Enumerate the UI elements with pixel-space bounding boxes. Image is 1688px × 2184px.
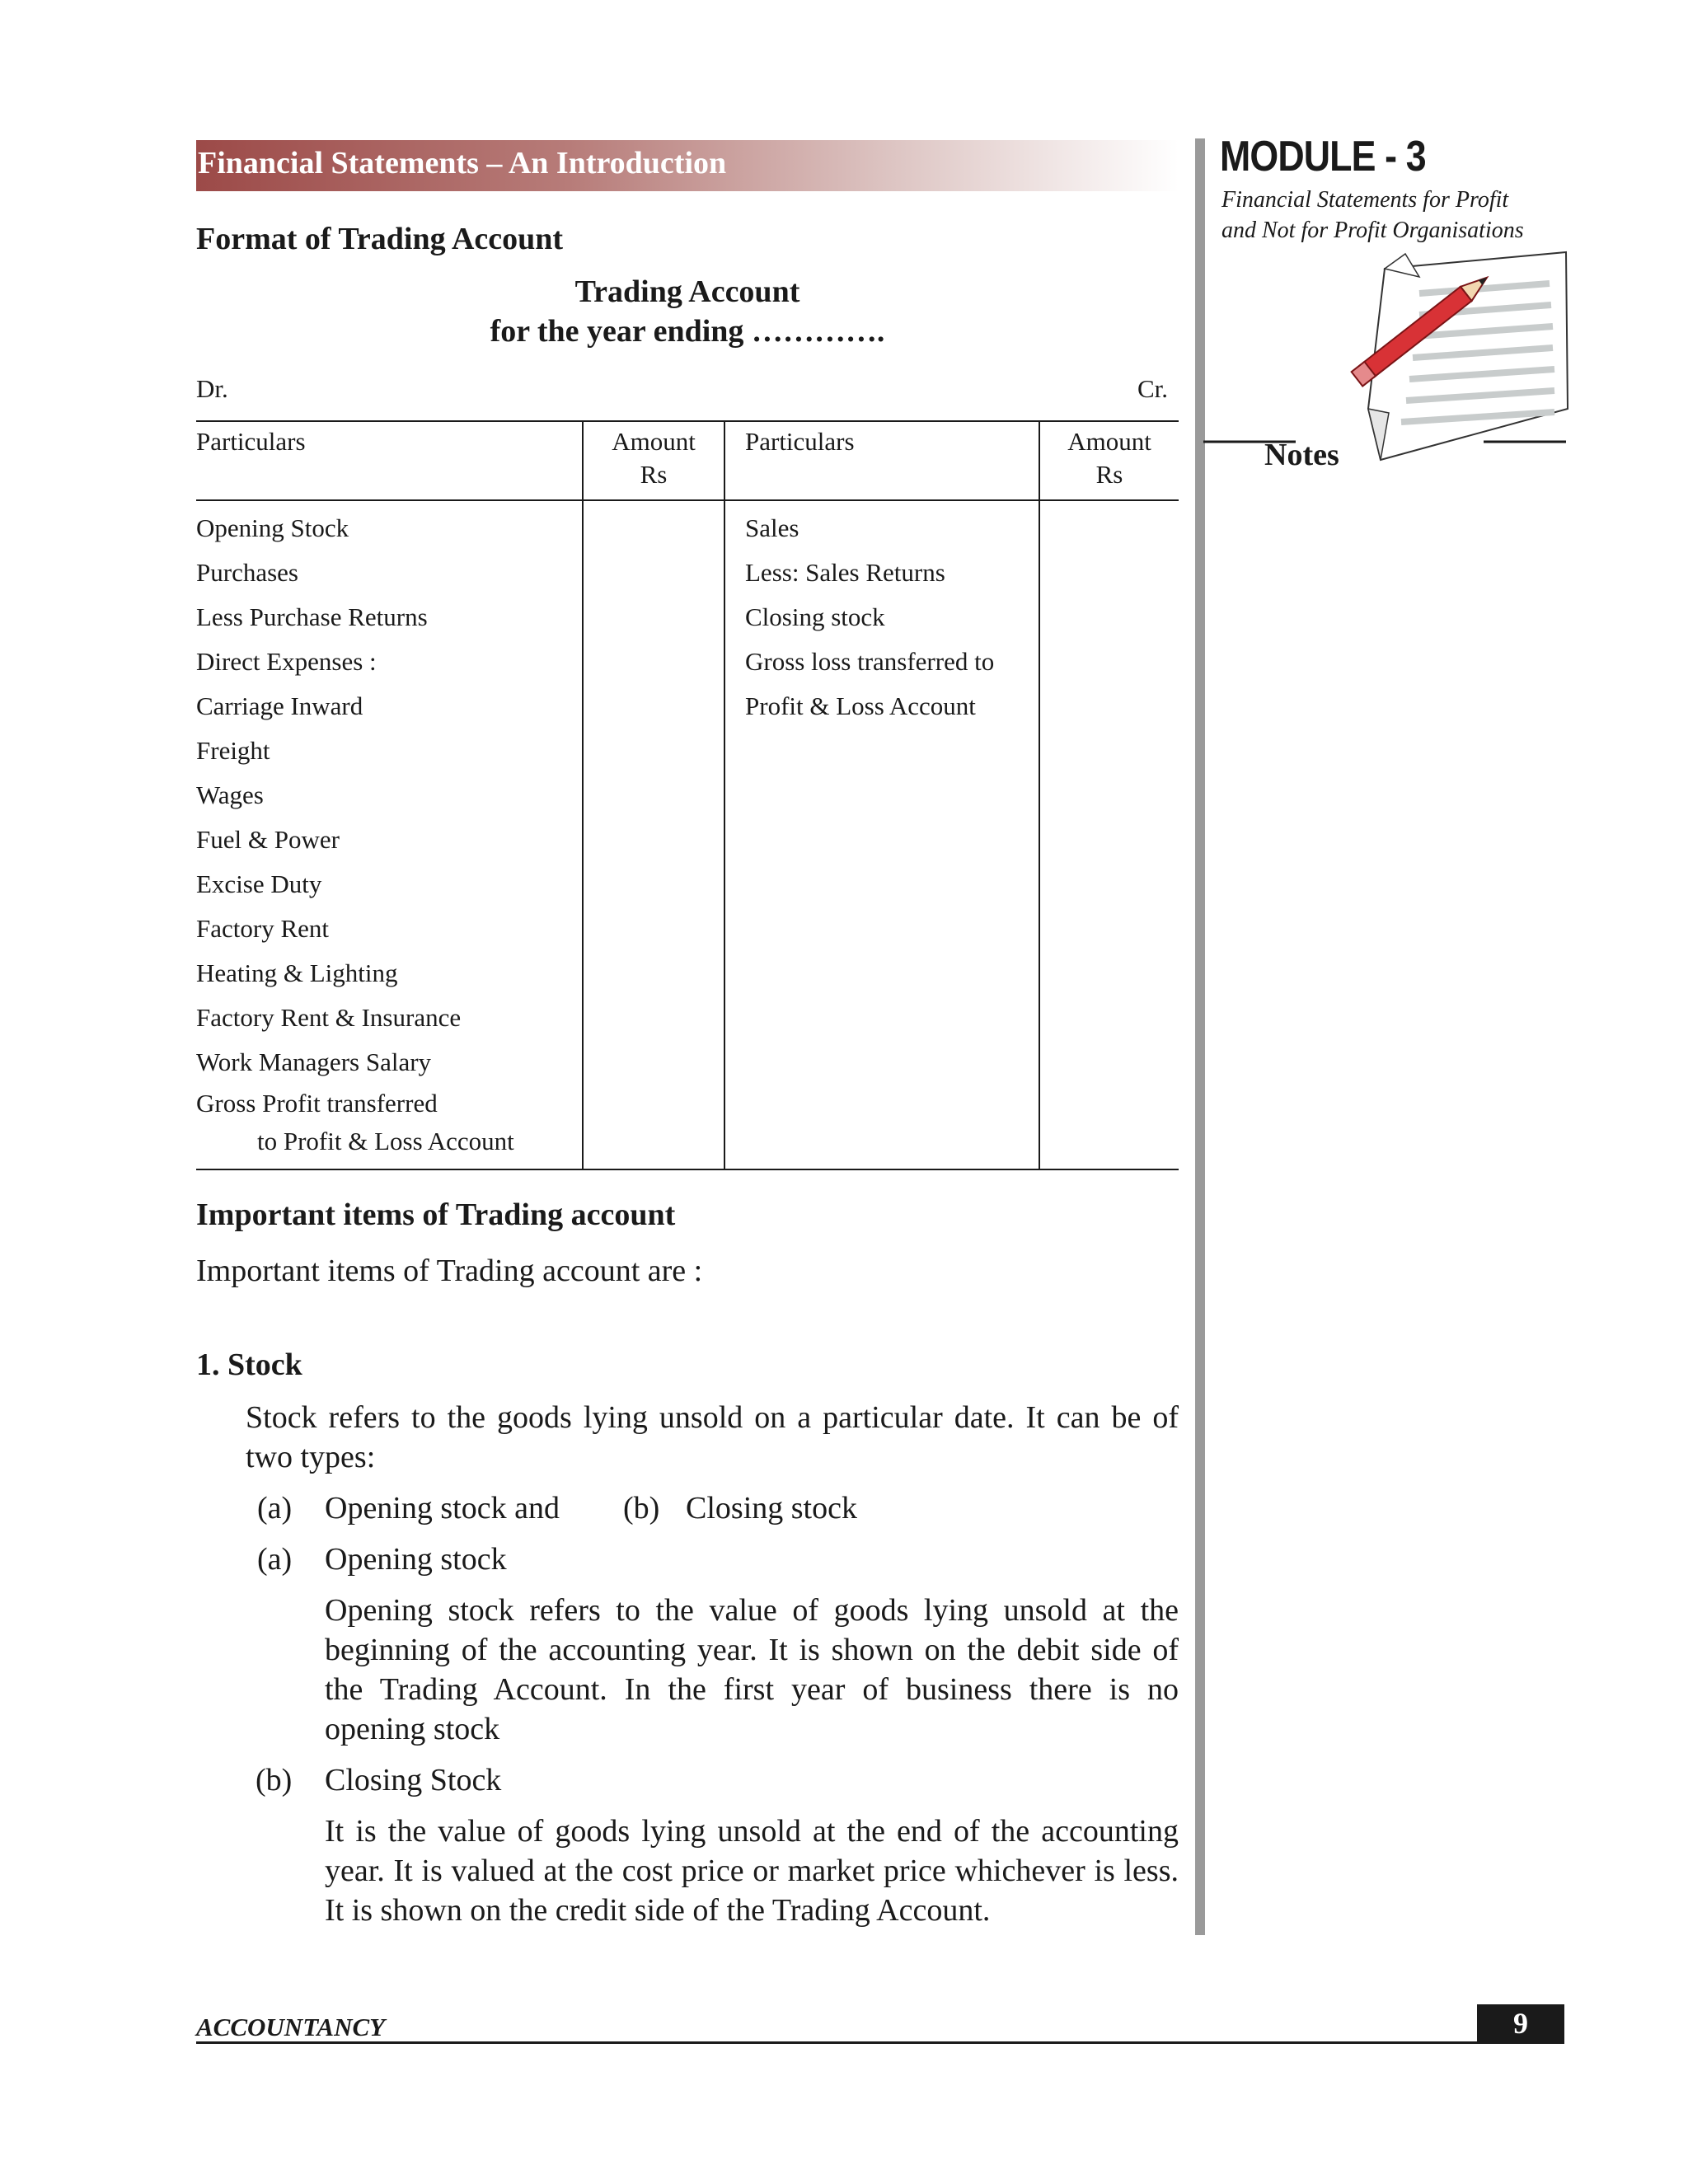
header-particulars-debit: Particulars bbox=[196, 427, 306, 456]
account-subtitle: for the year ending …………. bbox=[490, 314, 885, 349]
list-marker: (a) bbox=[257, 1491, 293, 1526]
debit-item: Factory Rent & Insurance bbox=[196, 1003, 462, 1032]
header-amount-credit bbox=[1040, 425, 1179, 491]
stock-definition: Stock refers to the goods lying unsold on a particular date. It can be of two types: bbox=[246, 1400, 1179, 1474]
debit-item: Carriage Inward bbox=[196, 691, 363, 720]
list-marker: (b) bbox=[256, 1763, 293, 1797]
stock-heading: 1. Stock bbox=[196, 1347, 302, 1382]
opening-stock-title: Opening stock bbox=[325, 1542, 507, 1577]
important-items-intro: Important items of Trading account are : bbox=[196, 1254, 703, 1288]
debit-item: Direct Expenses : bbox=[196, 647, 377, 676]
table-top-rule bbox=[196, 420, 1179, 422]
notepad-with-pencil-icon bbox=[1203, 244, 1582, 475]
section-header-band bbox=[196, 140, 1179, 191]
module-subtitle-line: and Not for Profit Organisations bbox=[1221, 218, 1524, 243]
important-items-heading: Important items of Trading account bbox=[196, 1197, 676, 1232]
table-header-rule bbox=[196, 499, 1179, 501]
module-subtitle-line: Financial Statements for Profit bbox=[1221, 187, 1509, 213]
list-marker: (b) bbox=[623, 1491, 660, 1526]
format-heading: Format of Trading Account bbox=[196, 222, 564, 256]
header-amount-label: Amount bbox=[1067, 427, 1151, 456]
debit-item-continuation: to Profit & Loss Account bbox=[257, 1127, 514, 1155]
debit-item: Opening Stock bbox=[196, 513, 349, 542]
credit-item: Gross loss transferred to bbox=[745, 647, 995, 676]
footer-rule bbox=[196, 2041, 1564, 2044]
credit-label: Cr. bbox=[1137, 374, 1169, 403]
header-currency-label: Rs bbox=[1095, 460, 1123, 489]
credit-item: Closing stock bbox=[745, 602, 885, 631]
stock-type-opening: Opening stock and bbox=[325, 1491, 560, 1526]
column-divider bbox=[724, 420, 725, 1170]
debit-item: Gross Profit transferred bbox=[196, 1089, 438, 1118]
page-number-box bbox=[1477, 2004, 1564, 2044]
header-currency-label: Rs bbox=[640, 460, 668, 489]
credit-item: Profit & Loss Account bbox=[745, 691, 976, 720]
page-number: 9 bbox=[1513, 2007, 1528, 2040]
header-amount-label: Amount bbox=[612, 427, 696, 456]
footer-subject: ACCOUNTANCY bbox=[196, 2013, 386, 2041]
stock-type-closing: Closing stock bbox=[686, 1491, 857, 1526]
closing-stock-title: Closing Stock bbox=[325, 1763, 502, 1797]
account-title: Trading Account bbox=[574, 274, 800, 309]
credit-item: Less: Sales Returns bbox=[745, 558, 945, 587]
table-bottom-rule bbox=[196, 1169, 1179, 1170]
opening-stock-text: Opening stock refers to the value of goods lying unsold at the beginning of the accounting year. It is shown on the debit side of the Trading Account. In the first year of business there is no opening stock bbox=[325, 1593, 1179, 1746]
list-marker: (a) bbox=[257, 1542, 293, 1577]
debit-item: Excise Duty bbox=[196, 869, 322, 898]
debit-item: Less Purchase Returns bbox=[196, 602, 428, 631]
debit-label: Dr. bbox=[196, 374, 228, 403]
closing-stock-text: It is the value of goods lying unsold at the end of the accounting year. It is valued at the cost price or market price whichever is less. It is shown on the credit side of the Trading Account. bbox=[325, 1814, 1179, 1928]
debit-item: Freight bbox=[196, 736, 270, 765]
debit-item: Fuel & Power bbox=[196, 825, 340, 854]
credit-item: Sales bbox=[745, 513, 799, 542]
section-title: Financial Statements – An Introduction bbox=[198, 146, 727, 180]
column-divider bbox=[1039, 420, 1040, 1170]
credit-items-list bbox=[745, 506, 994, 729]
notes-label: Notes bbox=[1264, 438, 1339, 472]
module-subtitle bbox=[1221, 185, 1524, 246]
module-title: MODULE - 3 bbox=[1220, 133, 1426, 180]
debit-item: Factory Rent bbox=[196, 914, 329, 943]
trading-account-table bbox=[196, 420, 1179, 1170]
header-particulars-credit: Particulars bbox=[745, 427, 855, 456]
debit-item: Work Managers Salary bbox=[196, 1047, 432, 1076]
debit-items-list bbox=[196, 506, 514, 1160]
header-amount-debit bbox=[584, 425, 724, 491]
debit-item: Wages bbox=[196, 780, 264, 809]
column-divider bbox=[582, 420, 584, 1170]
debit-item: Purchases bbox=[196, 558, 298, 587]
debit-item: Heating & Lighting bbox=[196, 958, 398, 987]
